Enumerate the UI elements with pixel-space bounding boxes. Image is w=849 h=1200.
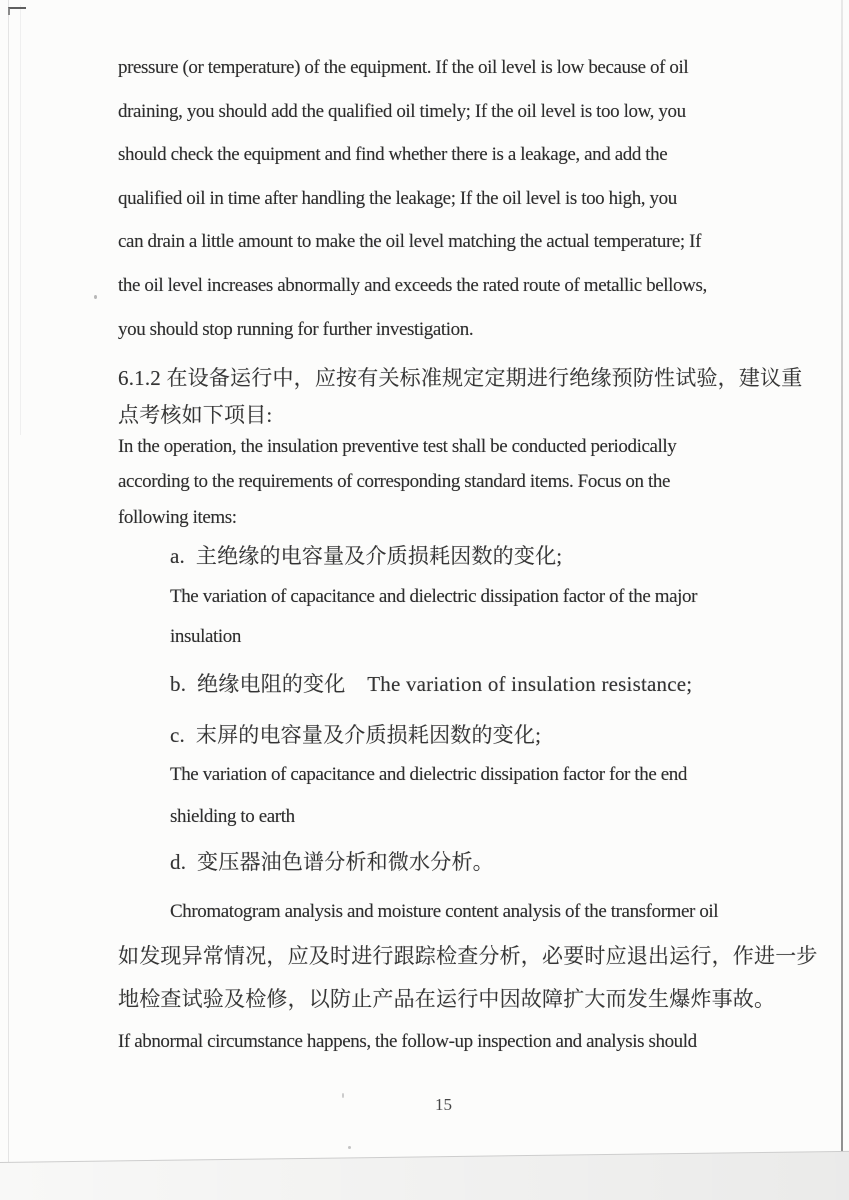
scan-paper-bottom-edge xyxy=(0,1151,849,1200)
text-line: 如发现异常情况，应及时进行跟踪检查分析，必要时应退出运行，作进一步 xyxy=(118,944,818,968)
list-item-b: b. 绝缘电阻的变化 The variation of insulation resistance; xyxy=(170,672,693,696)
text-line: If abnormal circumstance happens, the follow-up inspection and analysis should xyxy=(118,1031,697,1052)
text-line: should check the equipment and find whether there is a leakage, and add the xyxy=(118,144,668,165)
text-line: you should stop running for further investigation. xyxy=(118,319,474,340)
section-heading-line: 点考核如下项目: xyxy=(118,403,273,427)
list-item-c: c. 末屏的电容量及介质损耗因数的变化; xyxy=(170,723,542,747)
text-line: the oil level increases abnormally and exceeds the rated route of metallic bellows, xyxy=(118,275,707,296)
page-number: 15 xyxy=(435,1095,452,1114)
text-line: qualified oil in time after handling the leakage; If the oil level is too high, you xyxy=(118,188,677,209)
scan-background-tint xyxy=(0,1152,849,1200)
text-line: 地检查试验及检修，以防止产品在运行中因故障扩大而发生爆炸事故。 xyxy=(118,987,776,1011)
text-line: draining, you should add the qualified oil timely; If the oil level is too low, you xyxy=(118,101,686,122)
scan-edge-line-left-faint xyxy=(20,5,21,435)
scan-speck xyxy=(348,1146,351,1149)
scan-edge-line-left xyxy=(8,0,9,1162)
text-line: pressure (or temperature) of the equipment. If the oil level is low because of oil xyxy=(118,57,689,78)
list-item-c-translation: shielding to earth xyxy=(170,806,295,827)
list-item-d-translation: Chromatogram analysis and moisture content analysis of the transformer oil xyxy=(170,901,719,922)
list-item-d: d. 变压器油色谱分析和微水分析。 xyxy=(170,850,494,874)
list-item-a: a. 主绝缘的电容量及介质损耗因数的变化; xyxy=(170,544,563,568)
list-item-a-translation: insulation xyxy=(170,626,241,647)
scan-corner-mark xyxy=(8,7,26,15)
scan-edge-line-right xyxy=(841,0,843,1152)
section-heading-line: 6.1.2 在设备运行中，应按有关标准规定定期进行绝缘预防性试验，建议重 xyxy=(118,366,803,390)
scan-speck xyxy=(94,295,97,299)
text-line: according to the requirements of corresponding standard items. Focus on the xyxy=(118,471,670,492)
list-item-c-translation: The variation of capacitance and dielectric dissipation factor for the end xyxy=(170,764,687,785)
text-line: can drain a little amount to make the oil level matching the actual temperature; If xyxy=(118,231,702,252)
text-line: following items: xyxy=(118,507,237,528)
list-item-a-translation: The variation of capacitance and dielectric dissipation factor of the major xyxy=(170,586,698,607)
text-line: In the operation, the insulation preventive test shall be conducted periodically xyxy=(118,436,677,457)
